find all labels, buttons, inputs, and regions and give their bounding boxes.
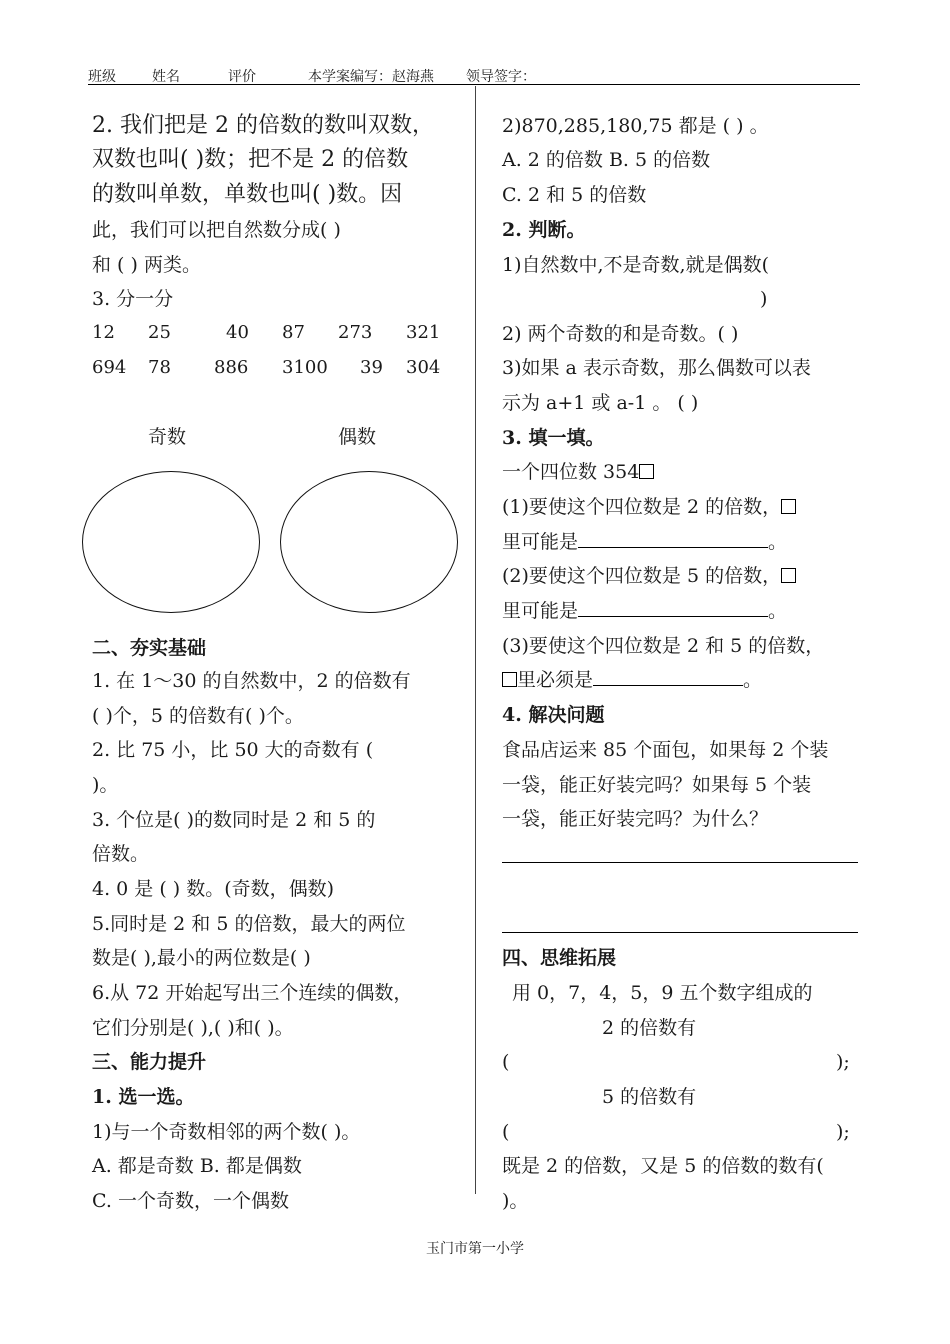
s2-q2-line1: 2. 比 75 小，比 50 大的奇数有 ( <box>92 739 374 761</box>
blank-box <box>781 568 796 583</box>
number-item: 87 <box>282 322 305 343</box>
problem-line1: 食品店运来 85 个面包，如果每 2 个装 <box>502 739 829 761</box>
answer-line-2[interactable] <box>502 932 858 933</box>
author-label: 本学案编写：赵海燕 <box>308 69 434 85</box>
s2-q2-line2: )。 <box>92 774 119 796</box>
think-line5-open: ( <box>502 1121 510 1143</box>
fill-2-line1 <box>502 561 796 591</box>
number-item: 3100 <box>282 357 328 378</box>
s2-q1-line2: ( )个，5 的倍数有( )个。 <box>92 705 304 727</box>
q2-line4: 此，我们可以把自然数分成( ) <box>92 219 341 241</box>
think-line5-close: ); <box>836 1121 850 1143</box>
judge-2: 2) 两个奇数的和是奇数。( ) <box>502 323 739 345</box>
number-item: 886 <box>214 357 249 378</box>
section-3-title: 三、能力提升 <box>92 1051 207 1073</box>
fill-3-prefix: 里必须是 <box>517 669 594 691</box>
class-label: 班级 <box>88 69 116 85</box>
s2-q6-line1: 6.从 72 开始起写出三个连续的偶数， <box>92 982 413 1004</box>
fill-1-line2 <box>502 527 787 557</box>
fill-title: 3. 填一填。 <box>502 427 605 449</box>
think-line4: 5 的倍数有 <box>602 1086 697 1108</box>
fill-2-prefix: 里可能是 <box>502 600 579 622</box>
think-line3-close: ); <box>836 1051 850 1073</box>
answer-line[interactable] <box>578 596 768 617</box>
fill-3-line2 <box>502 665 762 695</box>
even-ellipse <box>280 471 458 613</box>
r-q2-options-ab: A. 2 的倍数 B. 5 的倍数 <box>502 149 711 171</box>
think-line6: 既是 2 的倍数，又是 5 的倍数的数有( <box>502 1155 824 1177</box>
numbers-row-2 <box>92 357 462 381</box>
q2-line1: 2. 我们把是 2 的倍数的数叫双数， <box>92 113 434 138</box>
period: 。 <box>743 669 763 691</box>
section-4-title: 四、思维拓展 <box>502 947 617 969</box>
think-line7: )。 <box>502 1190 529 1212</box>
s2-q5-line2: 数是( ),最小的两位数是( ) <box>92 947 311 969</box>
numbers-row-1 <box>92 322 462 346</box>
grade-label: 评价 <box>228 69 256 85</box>
fill-intro <box>502 457 654 487</box>
judge-title: 2. 判断。 <box>502 219 586 241</box>
think-line1: 用 0，7，4，5，9 五个数字组成的 <box>512 982 813 1004</box>
period: 。 <box>768 600 788 622</box>
number-item: 694 <box>92 357 127 378</box>
fill-3-line1: (3)要使这个四位数是 2 和 5 的倍数， <box>502 635 825 657</box>
number-item: 39 <box>360 357 383 378</box>
s2-q3-line2: 倍数。 <box>92 843 150 865</box>
fill-1-prefix: 里可能是 <box>502 531 579 553</box>
fill-intro-text: 一个四位数 354 <box>502 461 640 483</box>
r-q2-option-c: C. 2 和 5 的倍数 <box>502 184 647 206</box>
answer-line[interactable] <box>593 665 743 686</box>
number-item: 304 <box>406 357 441 378</box>
s3-q1-option-c: C. 一个奇数，一个偶数 <box>92 1190 289 1212</box>
answer-line[interactable] <box>578 527 768 548</box>
odd-ellipse <box>82 471 260 613</box>
period: 。 <box>768 531 788 553</box>
r-q2-stem: 2)870,285,180,75 都是 ( ) 。 <box>502 115 769 137</box>
fill-2-line2 <box>502 596 787 626</box>
column-divider <box>475 86 476 1194</box>
section-2-title: 二、夯实基础 <box>92 637 207 659</box>
number-item: 25 <box>148 322 171 343</box>
header-rule <box>88 84 860 85</box>
fill-1-text: (1)要使这个四位数是 2 的倍数， <box>502 496 782 518</box>
q2-line3: 的数叫单数，单数也叫( )数。因 <box>92 182 403 207</box>
number-item: 78 <box>148 357 171 378</box>
think-line3-open: ( <box>502 1051 510 1073</box>
q2-line2: 双数也叫( )数；把不是 2 的倍数 <box>92 147 409 172</box>
fill-2-text: (2)要使这个四位数是 5 的倍数， <box>502 565 782 587</box>
number-item: 40 <box>226 322 249 343</box>
s2-q1-line1: 1. 在 1～30 的自然数中，2 的倍数有 <box>92 670 411 692</box>
judge-3-line2: 示为 a+1 或 a-1 。 ( ) <box>502 392 699 414</box>
even-label: 偶数 <box>338 426 377 448</box>
solve-title: 4. 解决问题 <box>502 704 605 726</box>
page-header <box>88 66 860 84</box>
name-label: 姓名 <box>152 69 180 85</box>
judge-3-line1: 3)如果 a 表示奇数，那么偶数可以表 <box>502 357 811 379</box>
problem-line2: 一袋，能正好装完吗？如果每 5 个装 <box>502 774 812 796</box>
judge-1-line1: 1)自然数中,不是奇数,就是偶数( <box>502 254 769 276</box>
s2-q3-line1: 3. 个位是( )的数同时是 2 和 5 的 <box>92 809 376 831</box>
s2-q5-line1: 5.同时是 2 和 5 的倍数，最大的两位 <box>92 913 406 935</box>
answer-line-1[interactable] <box>502 862 858 863</box>
s3-q1-question: 1)与一个奇数相邻的两个数( )。 <box>92 1121 361 1143</box>
judge-1-line2: ) <box>760 288 768 310</box>
fill-1-line1 <box>502 492 796 522</box>
s3-q1-options-ab: A. 都是奇数 B. 都是偶数 <box>92 1155 302 1177</box>
blank-box <box>502 672 517 687</box>
q2-line5: 和 ( ) 两类。 <box>92 254 201 276</box>
sign-label: 领导签字： <box>466 69 536 85</box>
think-line2: 2 的倍数有 <box>602 1017 697 1039</box>
q3-title: 3. 分一分 <box>92 288 174 310</box>
blank-box <box>639 464 654 479</box>
number-item: 273 <box>338 322 373 343</box>
s3-q1-title: 1. 选一选。 <box>92 1086 195 1108</box>
odd-label: 奇数 <box>148 426 187 448</box>
s2-q4: 4. 0 是 ( ) 数。(奇数，偶数) <box>92 878 335 900</box>
blank-box <box>781 499 796 514</box>
problem-line3: 一袋，能正好装完吗？为什么？ <box>502 808 769 830</box>
number-item: 12 <box>92 322 115 343</box>
number-item: 321 <box>406 322 441 343</box>
s2-q6-line2: 它们分别是( ),( )和( )。 <box>92 1017 294 1039</box>
page-footer: 玉门市第一小学 <box>426 1241 524 1257</box>
